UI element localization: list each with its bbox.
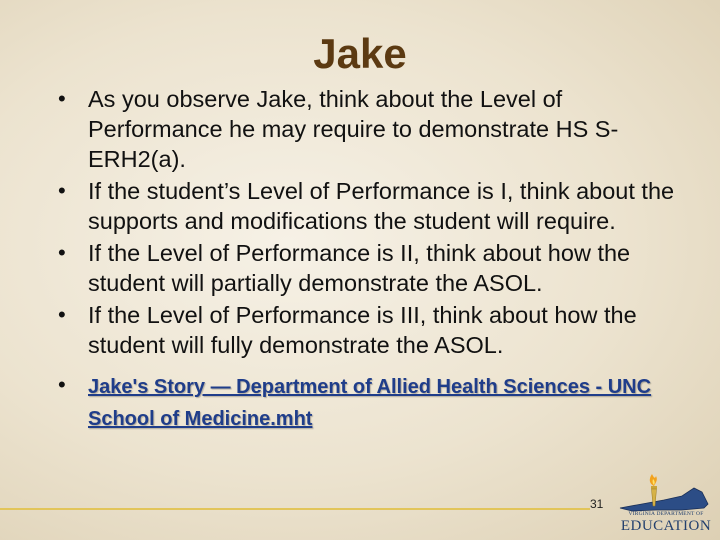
slide-title: Jake bbox=[313, 30, 407, 77]
bullet-item bbox=[58, 300, 688, 360]
bullet-item bbox=[58, 238, 688, 298]
logo-big-text: EDUCATION bbox=[620, 518, 712, 534]
bullet-dot: • bbox=[58, 240, 66, 265]
bullet-text: If the Level of Performance is III, think about how the student will fully demonstrate the ASOL. bbox=[88, 302, 637, 358]
bullet-dot: • bbox=[58, 302, 66, 327]
bullet-dot: • bbox=[58, 372, 66, 397]
bullet-item-link bbox=[58, 370, 688, 434]
bullet-dot: • bbox=[58, 86, 66, 111]
page-number: 31 bbox=[590, 497, 604, 511]
bullet-list bbox=[58, 84, 688, 436]
bullet-item bbox=[58, 176, 688, 236]
bullet-item bbox=[58, 84, 688, 174]
bullet-dot: • bbox=[58, 178, 66, 203]
logo-small-text: VIRGINIA DEPARTMENT OF bbox=[628, 511, 704, 517]
bullet-text: As you observe Jake, think about the Level of Performance he may require to demonstrate HS S-ERH2(a). bbox=[88, 86, 619, 172]
bullet-text: If the student’s Level of Performance is I, think about the supports and modifications the student will require. bbox=[88, 178, 675, 234]
bullet-text: If the Level of Performance is II, think about how the student will partially demonstrate the ASOL. bbox=[88, 240, 631, 296]
footer-divider bbox=[0, 508, 590, 510]
jakes-story-link[interactable]: Jake's Story — Department of Allied Health Sciences - UNC School of Medicine.mht bbox=[88, 376, 652, 430]
